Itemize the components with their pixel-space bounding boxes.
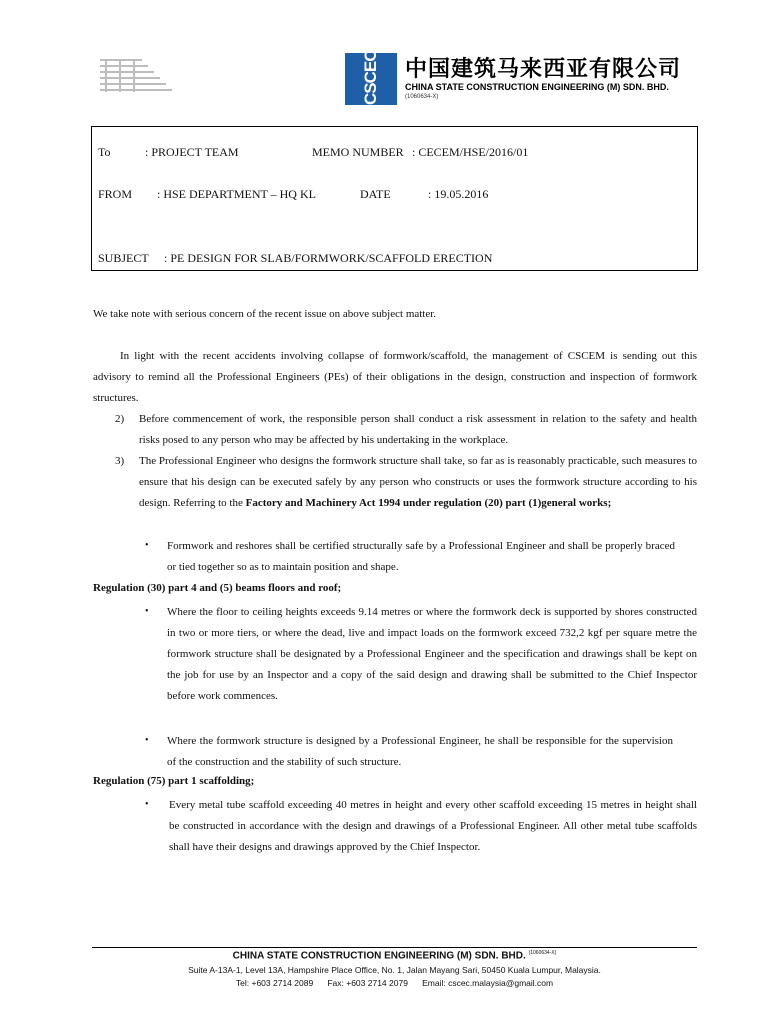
- footer-address: Suite A-13A-1, Level 13A, Hampshire Place Office, No. 1, Jalan Mayang Sari, 50450 Kuala Lumpur, Malaysia.: [188, 965, 601, 975]
- to-value: : PROJECT TEAM: [145, 145, 239, 159]
- company-name-chinese: 中国建筑马来西亚有限公司: [405, 57, 682, 82]
- from-value: : HSE DEPARTMENT – HQ KL: [157, 187, 316, 201]
- subject-value: : PE DESIGN FOR SLAB/FORMWORK/SCAFFOLD ERECTION: [164, 251, 493, 265]
- regulation-30-heading-text: Regulation (30) part 4 and (5) beams floors and roof;: [93, 582, 342, 594]
- date-value: : 19.05.2016: [428, 187, 489, 201]
- footer-company: [92, 950, 697, 961]
- from-label: FROM: [98, 187, 133, 201]
- regulation-30-heading: [93, 578, 341, 599]
- memo-number-value: : CECEM/HSE/2016/01: [412, 145, 529, 159]
- bullet-3-glyph: •: [145, 735, 149, 746]
- bullet-4-text: Every metal tube scaffold exceeding 40 metres in height and every other scaffold exceeding 15 metres in height shall be constructed in accordance with the design and drawings of a Professional Engineer. All other metal tube scaffolds shall have their designs and drawings approved by the Chief Inspector.: [169, 799, 697, 853]
- logo-text: CSCEC: [361, 50, 380, 105]
- cscec-logo: [345, 50, 397, 105]
- item-3-text: [139, 451, 697, 514]
- item-3-text-plain: The Professional Engineer who designs the formwork structure shall take, so far as is reasonably practicable, such measures to ensure that his design can be executed safely by any person who constructs or uses the formwork structure according to his design. Referring to the: [139, 455, 697, 509]
- bullet-3-text: Where the formwork structure is designed by a Professional Engineer, he shall be responsible for the supervision of the construction and the stability of such structure.: [167, 735, 673, 768]
- footer-contact: Tel: +603 2714 2089 Fax: +603 2714 2079 Email: cscec.malaysia@gmail.com: [235, 978, 554, 988]
- bullet-1-glyph: •: [145, 540, 149, 551]
- bullet-4-glyph: •: [145, 799, 149, 810]
- item-2-text: Before commencement of work, the responsible person shall conduct a risk assessment in relation to the safety and health risks posed to any person who may be affected by his undertaking in the workplace.: [139, 413, 697, 446]
- memo-number-label: MEMO NUMBER: [312, 145, 404, 159]
- company-name-english: CHINA STATE CONSTRUCTION ENGINEERING (M) SDN. BHD.: [405, 82, 669, 92]
- item-3-number: 3): [115, 455, 125, 467]
- paragraph-1: In light with the recent accidents involving collapse of formwork/scaffold, the management of CSCEM is sending out this advisory to remind all the Professional Engineers (PEs) of their obligations in the design, construction and inspection of formwork structures.: [93, 350, 697, 404]
- item-2-number: 2): [115, 413, 125, 425]
- footer-company-registration: (1060634-X): [528, 950, 557, 956]
- bullet-2-text: Where the floor to ceiling heights exceeds 9.14 metres or where the formwork deck is supported by shores constructed in two or more tiers, or where the dead, live and impact loads on the formwork exceed 732,2 kgf per square metre the formwork structure shall be designated by a Professional Engineer and the specification and drawings shall be kept on the job for use by an Inspector and a copy of the said design and drawing shall be submitted to the Chief Inspector before work commences.: [167, 606, 697, 702]
- decorative-lines-logo: [96, 56, 176, 96]
- regulation-75-heading: [93, 771, 254, 792]
- intro-paragraph: We take note with serious concern of the recent issue on above subject matter.: [93, 308, 437, 320]
- regulation-75-heading-text: Regulation (75) part 1 scaffolding;: [93, 775, 255, 787]
- subject-label: SUBJECT: [98, 251, 149, 265]
- bullet-1-text: Formwork and reshores shall be certified structurally safe by a Professional Engineer and shall be properly braced or tied together so as to maintain position and shape.: [167, 540, 675, 573]
- company-registration: (1060634-X): [405, 94, 439, 100]
- to-label: To: [98, 145, 111, 159]
- bullet-2-glyph: •: [145, 606, 149, 617]
- footer-company-name: CHINA STATE CONSTRUCTION ENGINEERING (M) SDN. BHD.: [232, 950, 526, 962]
- footer-divider: [92, 947, 697, 948]
- date-label: DATE: [360, 187, 391, 201]
- factory-act-reference: Factory and Machinery Act 1994 under regulation (20) part (1)general works;: [245, 497, 612, 509]
